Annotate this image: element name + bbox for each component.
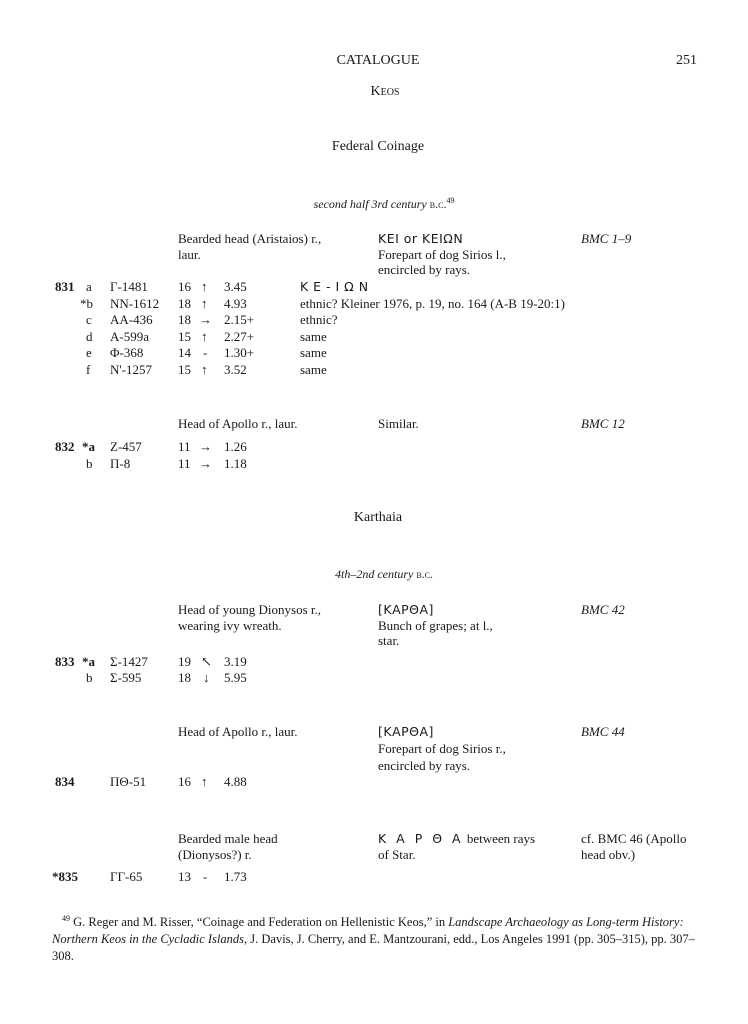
diameter: 16 <box>178 774 191 789</box>
die-axis: ↑ <box>201 329 208 344</box>
obverse-description-cont: laur. <box>178 247 201 262</box>
die-axis: ↓ <box>203 670 210 685</box>
diameter: 18 <box>178 296 191 311</box>
weight: 4.88 <box>224 774 247 789</box>
die-axis: ↑ <box>201 279 208 294</box>
obverse-description-cont: (Dionysos?) r. <box>178 847 252 862</box>
weight: 1.26 <box>224 439 247 454</box>
diameter: 16 <box>178 279 191 294</box>
reverse-description: Forepart of dog Sirios l., <box>378 247 506 262</box>
reverse-description: Similar. <box>378 416 419 431</box>
diameter: 15 <box>178 362 191 377</box>
catalogue-number: 834 <box>55 774 75 789</box>
reference-cont: head obv.) <box>581 847 636 862</box>
catalogue-number: 831 <box>55 279 75 294</box>
die-axis: → <box>199 439 212 454</box>
reverse-legend: [ΚΑΡΘΑ] <box>378 724 434 739</box>
diameter: 18 <box>178 312 191 327</box>
die-axis: - <box>203 345 208 360</box>
reverse-legend: [ΚΑΡΘΑ] <box>378 602 434 617</box>
subsection-title-karthaia: Karthaia <box>353 510 403 525</box>
reference: BMC 44 <box>581 724 625 739</box>
die-axis: → <box>199 312 212 327</box>
specimen-letter: e <box>86 345 92 360</box>
inventory-number: NN-1612 <box>110 296 160 311</box>
catalogue-number: 833 <box>55 654 75 669</box>
weight: 1.30+ <box>224 345 255 360</box>
reverse-description: Κ Α Ρ Θ Α between rays <box>378 831 536 846</box>
weight: 2.15+ <box>224 312 255 327</box>
catalogue-number: *835 <box>52 869 78 884</box>
specimen-note: ethnic? Kleiner 1976, p. 19, no. 164 (A-B 19-20:1) <box>300 296 566 311</box>
specimen-letter: *b <box>80 296 93 311</box>
inventory-number: Σ-595 <box>110 670 142 685</box>
specimen-letter: f <box>86 362 91 377</box>
reverse-description-cont: encircled by rays. <box>378 758 471 773</box>
diameter: 15 <box>178 329 191 344</box>
diameter: 18 <box>178 670 191 685</box>
obverse-description: Head of young Dionysos r., <box>178 602 321 617</box>
specimen-letter: d <box>86 329 93 344</box>
weight: 3.52 <box>224 362 247 377</box>
diameter: 13 <box>178 869 191 884</box>
die-axis: → <box>199 456 212 471</box>
specimen-letter: b <box>86 456 93 471</box>
reference: BMC 1–9 <box>581 231 632 246</box>
inventory-number: Σ-1427 <box>110 654 148 669</box>
die-axis: ↑ <box>201 774 208 789</box>
reverse-legend: Κ Α Ρ Θ Α <box>378 831 464 846</box>
weight: 1.18 <box>224 456 247 471</box>
inventory-number: ΓΓ-65 <box>110 869 143 884</box>
diameter: 11 <box>178 456 191 471</box>
weight: 2.27+ <box>224 329 255 344</box>
obverse-description: Bearded head (Aristaios) r., <box>178 231 322 246</box>
specimen-letter: *a <box>82 654 95 669</box>
reverse-description: Bunch of grapes; at l., <box>378 618 493 633</box>
specimen-note: same <box>300 345 327 360</box>
obverse-description-cont: wearing ivy wreath. <box>178 618 282 633</box>
die-axis: ↑ <box>201 296 208 311</box>
weight: 1.73 <box>224 869 247 884</box>
inventory-number: Φ-368 <box>110 345 144 360</box>
weight: 4.93 <box>224 296 247 311</box>
section-title: Keos <box>370 84 400 99</box>
date-heading-karthaia: 4th–2nd century b.c. <box>335 567 433 581</box>
date-heading-federal: second half 3rd century b.c.$^{49}$ <box>313 196 455 211</box>
reverse-legend: ΚΕΙ or ΚΕΙΩΝ <box>378 231 464 246</box>
reverse-description: Forepart of dog Sirios r., <box>378 741 506 756</box>
reverse-description-cont: of Star. <box>378 847 416 862</box>
specimen-note: same <box>300 362 327 377</box>
specimen-letter: *a <box>82 439 95 454</box>
inventory-number: A-599a <box>110 329 149 344</box>
inventory-number: ΠΘ-51 <box>110 774 147 789</box>
reference: BMC 42 <box>581 602 625 617</box>
page-number: 251 <box>676 53 697 68</box>
specimen-letter: a <box>86 279 92 294</box>
obverse-description: Head of Apollo r., laur. <box>178 416 298 431</box>
footnote-ref: 49 <box>446 196 455 205</box>
inventory-number: Z-457 <box>110 439 142 454</box>
reference: BMC 12 <box>581 416 625 431</box>
diameter: 14 <box>178 345 191 360</box>
footnote-marker: 49 <box>62 914 70 923</box>
weight: 3.45 <box>224 279 247 294</box>
weight: 3.19 <box>224 654 247 669</box>
footnote-book-title: Landscape Archaeology as Long-term History: Northern Keos in the Cycladic Islands <box>52 915 684 947</box>
weight: 5.95 <box>224 670 247 685</box>
footnote: $^{49}$ G. Reger and M. Risser, “Coinage and Federation on Hellenistic Keos,” in Landscape Archaeology as Long-term History: Northern Keos in the Cycladic Islands, J. Davis, J. Cherry, and E. Mantzourani, edd., Los Angeles 1991 (pp. 305–315), pp. 307–308. <box>52 914 695 964</box>
diameter: 19 <box>178 654 191 669</box>
running-title: CATALOGUE <box>336 53 420 68</box>
inventory-number: N'-1257 <box>110 362 153 377</box>
specimen-note: Κ Ε - Ι Ω Ν <box>300 279 369 294</box>
inventory-number: Γ-1481 <box>110 279 148 294</box>
diameter: 11 <box>178 439 191 454</box>
reference: cf. BMC 46 (Apollo <box>581 831 687 846</box>
reverse-description-cont: encircled by rays. <box>378 262 471 277</box>
specimen-letter: c <box>86 312 92 327</box>
obverse-description: Head of Apollo r., laur. <box>178 724 298 739</box>
inventory-number: AA-436 <box>110 312 153 327</box>
die-axis: ↑ <box>201 362 208 377</box>
inventory-number: Π-8 <box>110 456 131 471</box>
specimen-letter: b <box>86 670 93 685</box>
die-axis: - <box>203 869 208 884</box>
specimen-note: ethnic? <box>300 312 338 327</box>
reverse-description-cont: star. <box>378 633 400 648</box>
catalogue-number: 832 <box>55 439 75 454</box>
subsection-title-federal: Federal Coinage <box>331 139 425 154</box>
obverse-description: Bearded male head <box>178 831 278 846</box>
die-axis: ↖ <box>201 654 212 669</box>
specimen-note: same <box>300 329 327 344</box>
